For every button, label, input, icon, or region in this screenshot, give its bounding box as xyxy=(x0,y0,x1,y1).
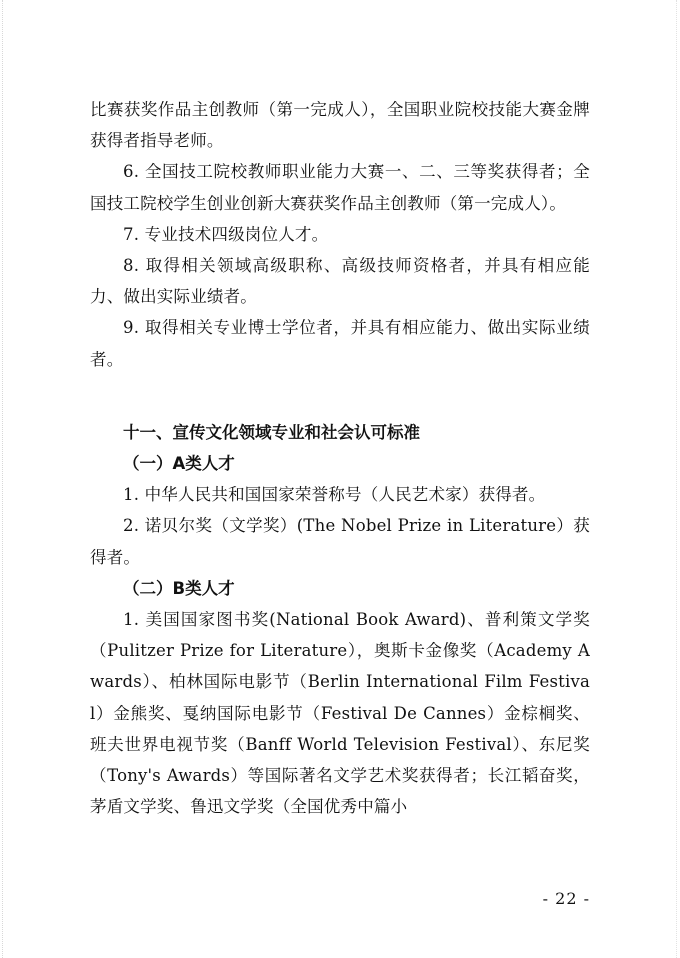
category-a-heading: （一）A类人才 xyxy=(123,454,235,474)
page-number: - 22 - xyxy=(542,889,590,908)
section-gap xyxy=(90,375,590,417)
scan-edge-left xyxy=(2,0,4,958)
category-b-heading: （二）B类人才 xyxy=(123,578,235,598)
document-body xyxy=(90,94,590,822)
paragraph-continuation: 比赛获奖作品主创教师（第一完成人），全国职业院校技能大赛金牌获得者指导老师。 xyxy=(90,100,590,151)
scan-edge-right xyxy=(676,0,678,958)
category-b-item-1: 1. 美国国家图书奖(National Book Award)、普利策文学奖（Pulitzer Prize for Literature），奥斯卡金像奖（Academy Awards）、柏林国际电影节（Berlin International Film Festival）金熊奖、戛纳国际电影节（Festival De Cannes）金棕榈奖、班夫世界电视节奖（Banff World Television Festival）、东尼奖（Tony's Awards）等国际著名文学艺术奖获得者；长江韬奋奖，茅盾文学奖、鲁迅文学奖（全国优秀中篇小 xyxy=(90,610,590,817)
category-a-item-2: 2. 诺贝尔奖（文学奖）(The Nobel Prize in Literature）获得者。 xyxy=(90,516,590,567)
paragraph-item-9: 9. 取得相关专业博士学位者，并具有相应能力、做出实际业绩者。 xyxy=(90,318,590,369)
category-a-item-1: 1. 中华人民共和国国家荣誉称号（人民艺术家）获得者。 xyxy=(123,485,546,505)
section-heading: 十一、宣传文化领域专业和社会认可标准 xyxy=(123,422,420,442)
paragraph-item-8: 8. 取得相关领域高级职称、高级技师资格者，并具有相应能力、做出实际业绩者。 xyxy=(90,256,590,307)
paragraph-item-6: 6. 全国技工院校教师职业能力大赛一、二、三等奖获得者；全国技工院校学生创业创新大赛获奖作品主创教师（第一完成人）。 xyxy=(90,162,590,213)
paragraph-item-7: 7. 专业技术四级岗位人才。 xyxy=(123,224,329,244)
